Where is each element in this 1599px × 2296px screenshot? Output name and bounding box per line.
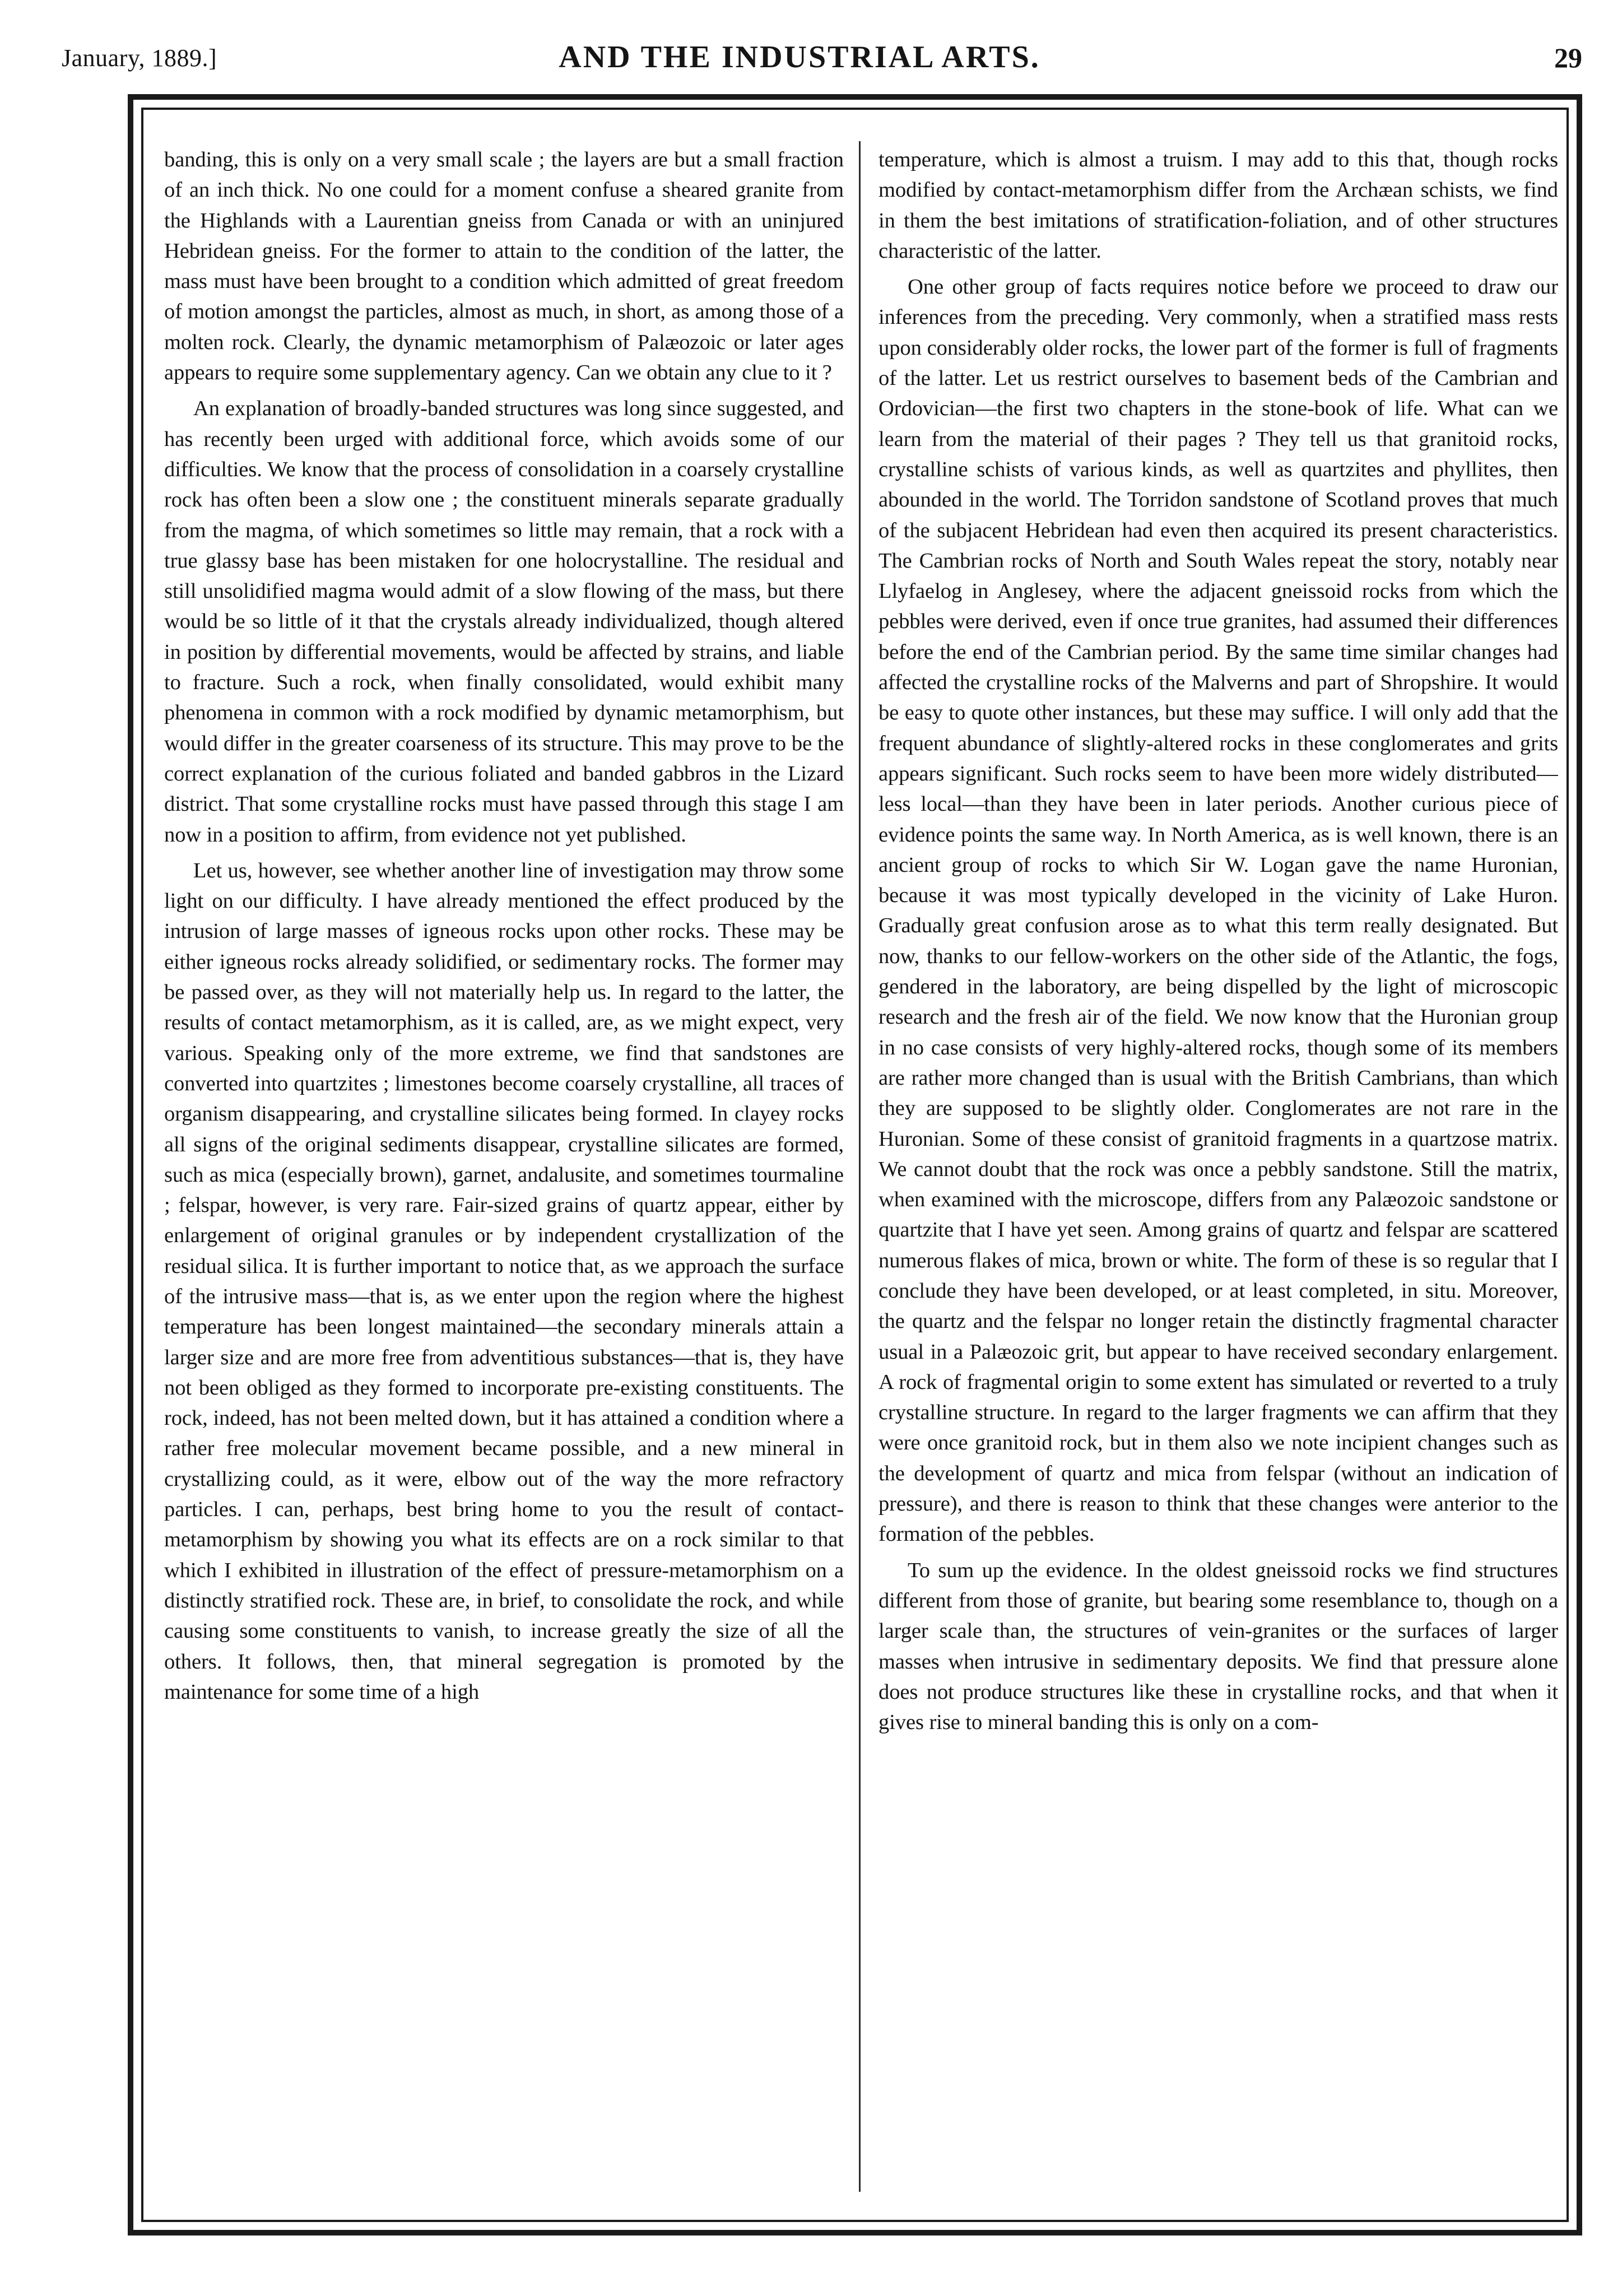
issue-date: January, 1889.]	[62, 44, 217, 72]
column-divider	[859, 141, 861, 2192]
journal-title: AND THE INDUSTRIAL ARTS.	[559, 40, 1040, 75]
running-head	[0, 0, 1599, 84]
paragraph: To sum up the evidence. In the oldest gneissoid rocks we find structures different from those of granite, but bearing some resemblance to, though on a larger scale than, the structures of vein-granites or the surfaces of larger masses when intrusive in sedimentary deposits. We find that pressure alone does not produce structures like these in crystalline rocks, and that when it gives rise to mineral banding this is only on a com-	[878, 1558, 1558, 1735]
paragraph: Let us, however, see whether another line of investigation may throw some light on our difficulty. I have already mentioned the effect produced by the intrusion of large masses of igneous rocks upon other rocks. These may be either igneous rocks already solidified, or sedimentary rocks. The former may be passed over, as they will not materially help us. In regard to the latter, the results of contact metamorphism, as it is called, are, as we might expect, very various. Speaking only of the more extreme, we find that sandstones are converted into quartzites ; limestones become coarsely crystalline, all traces of organism disappearing, and crystalline silicates being formed. In clayey rocks all signs of the original sediments disappear, crystalline silicates are formed, such as mica (especially brown), garnet, andalusite, and sometimes tourmaline ; felspar, however, is very rare. Fair-sized grains of quartz appear, either by enlargement of original granules or by independent crystallization of the residual silica. It is further important to notice that, as we approach the surface of the intrusive mass—that is, as we enter upon the region where the highest temperature has been longest maintained—the secondary minerals attain a larger size and are more free from adventitious substances—that is, they have not been obliged as they formed to incorporate pre-existing constituents. The rock, indeed, has not been melted down, but it has attained a condition where a rather free molecular movement became possible, and a new mineral in crystallizing could, as it were, elbow out of the way the more refractory particles. I can, perhaps, best bring home to you the result of contact-metamorphism by showing you what its effects are on a rock similar to that which I exhibited in illustration of the effect of pressure-metamorphism on a distinctly stratified rock. These are, in brief, to consolidate the rock, and while causing some constituents to vanish, to increase greatly the size of all the others. It follows, then, that mineral segregation is promoted by the maintenance for some time of a high	[164, 858, 844, 1704]
right-column	[878, 145, 1558, 2190]
page-number: 29	[1554, 42, 1582, 73]
paragraph: One other group of facts requires notice before we proceed to draw our inferences from the preceding. Very commonly, when a stratified mass rests upon considerably older rocks, the lower part of the former is full of fragments of the latter. Let us restrict ourselves to basement beds of the Cambrian and Ordovician—the first two chapters in the stone-book of life. What can we learn from the material of their pages ? They tell us that granitoid rocks, crystalline schists of various kinds, as well as quartzites and phyllites, then abounded in the world. The Torridon sandstone of Scotland proves that much of the subjacent Hebridean had even then acquired its present characteristics. The Cambrian rocks of North and South Wales repeat the story, notably near Llyfaelog in Anglesey, where the adjacent gneissoid rocks from which the pebbles were derived, even if once true granites, had assumed their differences before the end of the Cambrian period. By the same time similar changes had affected the crystalline rocks of the Malverns and part of Shropshire. It would be easy to quote other instances, but these may suffice. I will only add that the frequent abundance of slightly-altered rocks in these conglomerates and grits appears significant. Such rocks seem to have been more widely distributed—less local—than they have been in later periods. Another curious piece of evidence points the same way. In North America, as is well known, there is an ancient group of rocks to which Sir W. Logan gave the name Huronian, because it was most typically developed in the vicinity of Lake Huron. Gradually great confusion arose as to what this term really designated. But now, thanks to our fellow-workers on the other side of the Atlantic, the fogs, gendered in the laboratory, are being dispelled by the light of microscopic research and the fresh air of the field. We now know that the Huronian group in no case consists of very highly-altered rocks, though some of its members are rather more changed than is usual with the British Cambrians, than which they are supposed to be slightly older. Conglomerates are not rare in the Huronian. Some of these consist of granitoid fragments in a quartzose matrix. We cannot doubt that the rock was once a pebbly sandstone. Still the matrix, when examined with the microscope, differs from any Palæozoic sandstone or quartzite that I have yet seen. Among grains of quartz and felspar are scattered numerous flakes of mica, brown or white. The form of these is so regular that I conclude they have been developed, or at least completed, in situ. Moreover, the quartz and the felspar no longer retain the distinctly fragmental character usual in a Palæozoic grit, but appear to have received secondary enlargement. A rock of fragmental origin to some extent has simulated or reverted to a truly crystalline structure. In regard to the larger fragments we can affirm that they were once granitoid rock, but in them also we note incipient changes such as the development of quartz and mica from felspar (without an indication of pressure), and there is reason to think that these changes were anterior to the formation of the pebbles.	[878, 275, 1558, 1546]
paragraph: temperature, which is almost a truism. I may add to this that, though rocks modified by contact-metamorphism differ from the Archæan schists, we find in them the best imitations of stratification-foliation, and of other structures characteristic of the latter.	[878, 148, 1558, 263]
paragraph: banding, this is only on a very small scale ; the layers are but a small fraction of an inch thick. No one could for a moment confuse a sheared granite from the Highlands with a Laurentian gneiss from Canada or with an uninjured Hebridean gneiss. For the former to attain to the condition of the latter, the mass must have been brought to a condition which admitted of great freedom of motion amongst the particles, almost as much, in short, as among those of a molten rock. Clearly, the dynamic metamorphism of Palæozoic or later ages appears to require some supplementary agency. Can we obtain any clue to it ?	[164, 148, 844, 385]
paragraph: An explanation of broadly-banded structures was long since suggested, and has recently been urged with additional force, which avoids some of our difficulties. We know that the process of consolidation in a coarsely crystalline rock has often been a slow one ; the constituent minerals separate gradually from the magma, of which sometimes so little may remain, that a rock with a true glassy base has been mistaken for one holocrystalline. The residual and still unsolidified magma would admit of a slow flowing of the mass, but there would be so little of it that the crystals already individualized, though altered in position by differential movements, would be affected by strains, and liable to fracture. Such a rock, when finally consolidated, would exhibit many phenomena in common with a rock modified by dynamic metamorphism, but would differ in the greater coarseness of its structure. This may prove to be the correct explanation of the curious foliated and banded gabbros in the Lizard district. That some crystalline rocks must have passed through this stage I am now in a position to affirm, from evidence not yet published.	[164, 397, 844, 847]
left-column	[164, 145, 844, 2190]
